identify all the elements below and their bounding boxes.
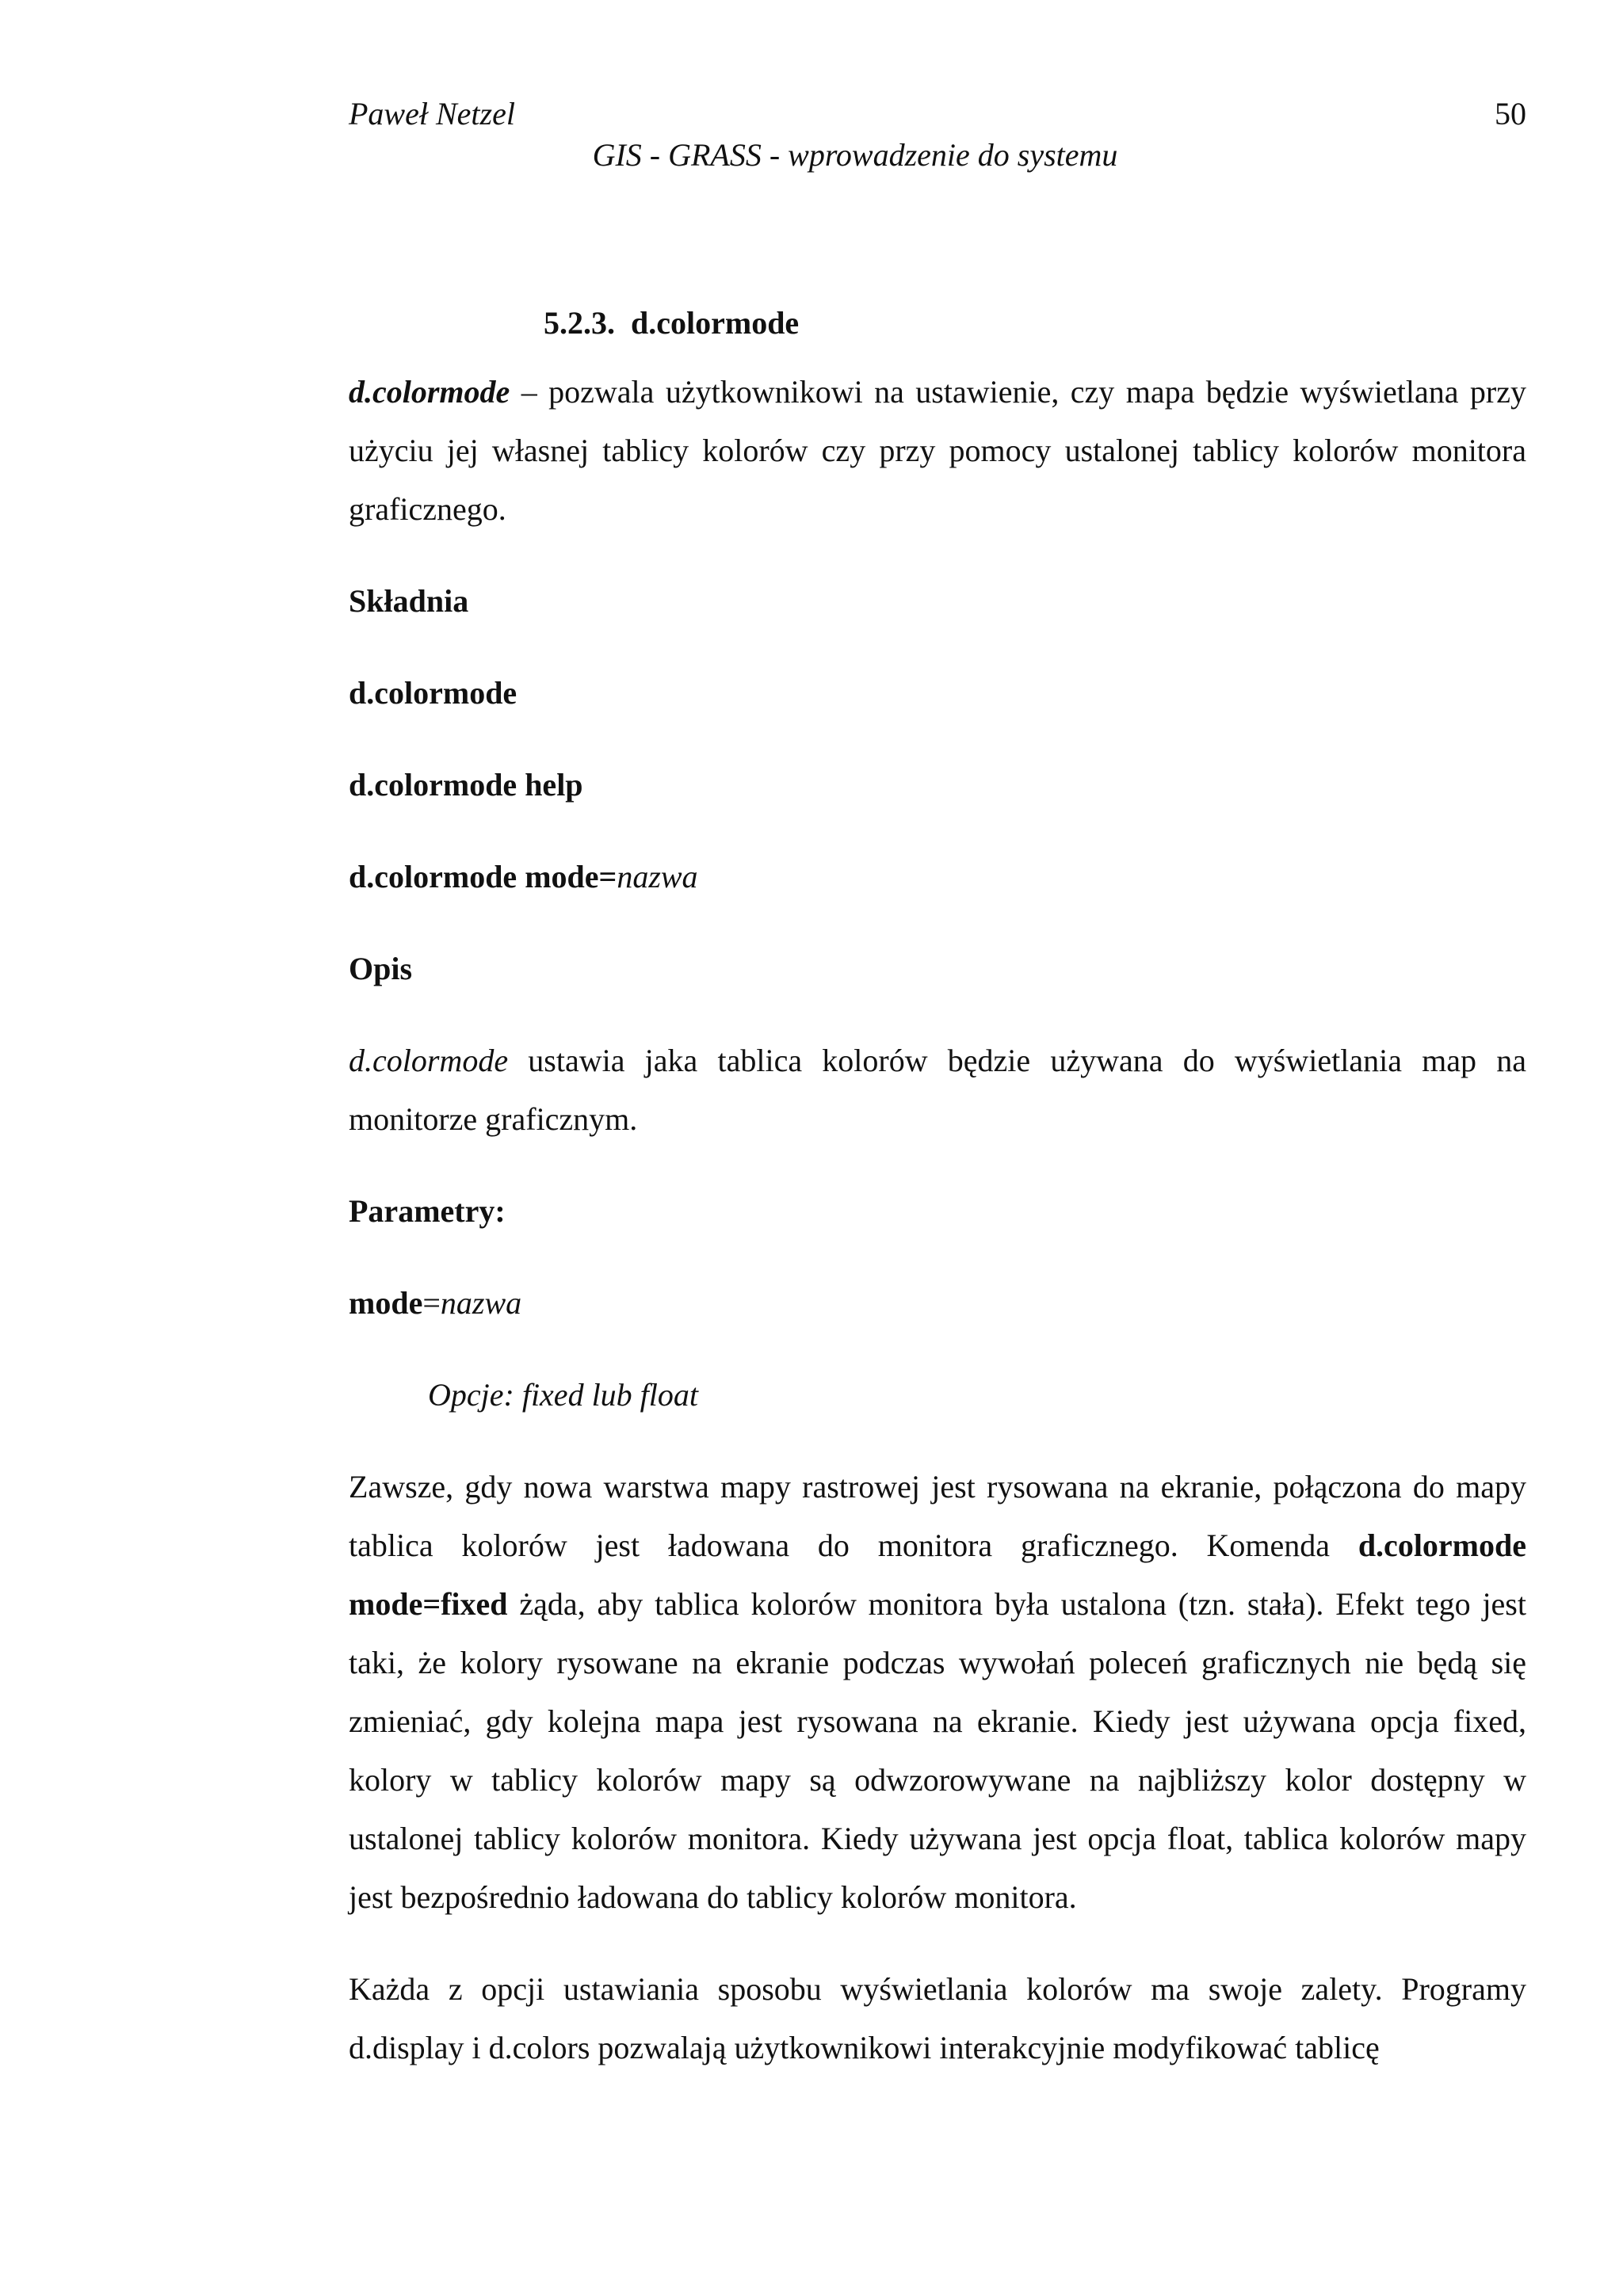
parameter-mode-name: mode xyxy=(349,1285,423,1321)
syntax-line-3-command: d.colormode mode= xyxy=(349,859,617,894)
syntax-line-3 xyxy=(349,848,1526,906)
header-title: GIS - GRASS - wprowadzenie do systemu xyxy=(592,137,1118,173)
body-p1-command: d.colormode mode=fixed xyxy=(349,1527,1526,1622)
syntax-line-3-arg: nazwa xyxy=(617,859,698,894)
body-p1-end: żąda, aby tablica kolorów monitora była ustalona (tzn. stała). Efekt tego jest taki, że kolory rysowane na ekranie podczas wywołań poleceń graficznych nie będą się zmieniać, gdy kolejna mapa jest rysowana na ekranie. Kiedy jest używana opcja fixed, kolory w tablicy kolorów mapy są odwzorowywane na najbliższy kolor dostępny w ustalonej tablicy kolorów monitora. Kiedy używana jest opcja float, tablica kolorów mapy jest bezpośrednio ładowana do tablicy kolorów monitora. xyxy=(349,1586,1526,1915)
parameter-mode-options: Opcje: fixed lub float xyxy=(428,1377,699,1413)
section-number: 5.2.3. xyxy=(544,305,615,341)
syntax-line-1: d.colormode xyxy=(349,675,517,711)
page-number: 50 xyxy=(1495,96,1526,132)
body-paragraph-1 xyxy=(349,1458,1526,1927)
description-label: Opis xyxy=(349,951,413,986)
intro-command: d.colormode xyxy=(349,374,510,410)
parameter-mode xyxy=(349,1274,1526,1333)
syntax-label: Składnia xyxy=(349,583,469,619)
parameter-mode-value: nazwa xyxy=(440,1285,522,1321)
page-content xyxy=(349,299,1526,2077)
intro-paragraph xyxy=(349,363,1526,539)
parameters-label: Parametry: xyxy=(349,1193,506,1229)
syntax-line-2: d.colormode help xyxy=(349,767,583,803)
parameter-mode-eq: = xyxy=(422,1285,441,1321)
description-text: ustawia jaka tablica kolorów będzie używana do wyświetlania map na monitorze graficznym. xyxy=(349,1043,1526,1137)
intro-text: – pozwala użytkownikowi na ustawienie, czy mapa będzie wyświetlana przy użyciu jej własnej tablicy kolorów czy przy pomocy ustalonej tablicy kolorów monitora graficznego. xyxy=(349,374,1526,527)
section-heading xyxy=(544,299,1526,347)
body-paragraph-2: Każda z opcji ustawiania sposobu wyświetlania kolorów ma swoje zalety. Programy d.display i d.colors pozwalają użytkownikowi interakcyjnie modyfikować tablicę xyxy=(349,1971,1526,2065)
body-p1-start: Zawsze, gdy nowa warstwa mapy rastrowej jest rysowana na ekranie, połączona do mapy tablica kolorów jest ładowana do monitora graficznego. Komenda xyxy=(349,1469,1526,1563)
description-command: d.colormode xyxy=(349,1043,509,1078)
section-name: d.colormode xyxy=(631,305,800,341)
description-paragraph xyxy=(349,1032,1526,1149)
header-author: Paweł Netzel xyxy=(349,96,515,132)
